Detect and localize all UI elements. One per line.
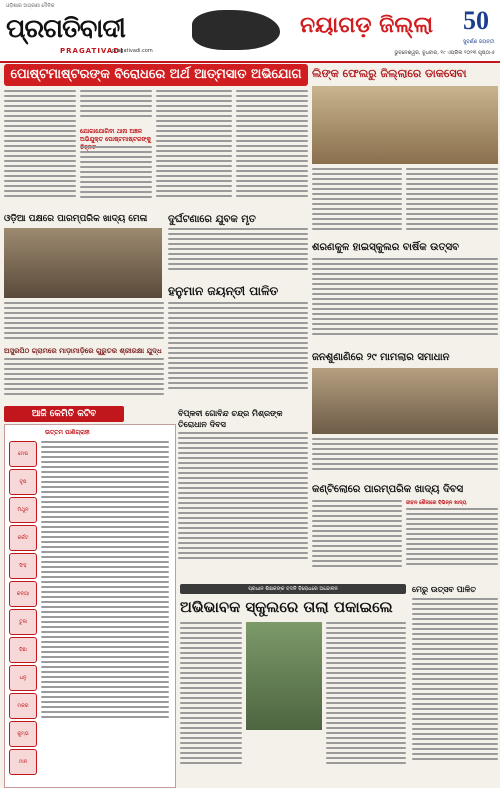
dateline: ଭୁବନେଶ୍ୱର, ବୁଧବାର, ୧୯ ଏପ୍ରିଲ ୨୦୨୩ ପୃଷ୍ଠା-୫ <box>394 50 495 56</box>
headline-school-annual[interactable]: ଶରଣକୁଳ ହାଇସ୍କୁଲର ବାର୍ଷିକ ଉତ୍ସବ <box>312 242 459 253</box>
school-annual-text <box>312 258 498 350</box>
sign-pisces-icon: ମୀନ <box>9 749 37 775</box>
sign-cancer-icon: କର୍କଟ <box>9 525 37 551</box>
lead-headline[interactable]: ପୋଷ୍ଟମାଷ୍ଟରଙ୍କ ବିରୋଧରେ ଅର୍ଥ ଆତ୍ମସାତ ଅଭିଯୋଗ <box>4 64 308 86</box>
inline-headline-2: ଅଭିଯୁକ୍ତ ପୋଷ୍ଟମାଷ୍ଟରଙ୍କୁ <box>80 136 151 143</box>
lead-col-2b <box>80 146 152 208</box>
inline-headline-1: ଯୋଗାଯୋଗିବା ଥାନା ଅଞ୍ଚଳ <box>80 128 143 135</box>
food-day-text-2 <box>406 508 498 576</box>
lead-col-3 <box>156 90 232 208</box>
sign-leo-icon: ସିଂହ <box>9 553 37 579</box>
freedom-fighter-text <box>178 432 308 576</box>
hanuman-text <box>168 302 308 402</box>
sign-gemini-icon: ମିଥୁନ <box>9 497 37 523</box>
sign-capricorn-icon: ମକର <box>9 693 37 719</box>
district-map-icon <box>192 10 280 50</box>
accident-text <box>168 228 308 278</box>
headline-food-fair[interactable]: ଓଡ଼ିଆ ପକ୍ଷରେ ପାରମ୍ପରିକ ଖାଦ୍ୟ ମେଳା <box>4 214 148 224</box>
headline-meru-festival[interactable]: ମେରୁ ଉତ୍ସବ ପାଳିତ <box>412 584 476 594</box>
horoscope-text <box>41 441 169 781</box>
school-lock-kicker: ପ୍ରଧାନ ଶିକ୍ଷକଙ୍କ ବଦଳି ବିରୋଧରେ ଅନ୍ଦୋଳନ <box>180 584 406 594</box>
post-office-photo[interactable] <box>312 86 498 164</box>
school-lock-text-2 <box>326 622 406 782</box>
horoscope-subtitle: ଉତ୍ତମ ପାଣିଗ୍ରାହୀ <box>45 429 90 436</box>
anniversary-sub: ସୁବର୍ଣ୍ଣ ଜୟନ୍ତୀ <box>463 39 495 45</box>
sign-sagittarius-icon: ଧନୁ <box>9 665 37 691</box>
horoscope-box <box>4 424 176 788</box>
masthead-tagline: ଓଡ଼ିଶାର ଅଗ୍ରଣୀ ଦୈନିକ <box>6 3 55 9</box>
masthead-rule <box>0 61 500 63</box>
headline-hanuman-jayanti[interactable]: ହନୁମାନ ଜୟନ୍ତୀ ପାଳିତ <box>168 284 279 298</box>
anniversary-logo: 50 <box>463 6 489 35</box>
website-link[interactable]: pragativadi.com <box>112 48 153 54</box>
lead-col-2 <box>80 90 152 126</box>
clash-text <box>4 358 164 402</box>
right-col-2 <box>406 168 498 238</box>
newspaper-logo[interactable]: ପ୍ରଗତିବାଦୀ <box>6 14 125 44</box>
food-day-text-1 <box>312 500 402 576</box>
newspaper-logo-en: PRAGATIVADI <box>60 47 124 55</box>
horoscope-title: ଆଜି କେମିତି କଟିବ <box>4 406 124 422</box>
headline-school-lock[interactable]: ଅଭିଭାବକ ସ୍କୁଲରେ ତାଲା ପକାଇଲେ <box>180 598 393 616</box>
food-fair-text <box>4 302 164 344</box>
sign-aquarius-icon: କୁମ୍ଭ <box>9 721 37 747</box>
district-title: ନୟାଗଡ଼ ଜିଲ୍ଲା <box>300 12 434 38</box>
lead-col-1 <box>4 90 76 208</box>
sign-libra-icon: ତୁଳା <box>9 609 37 635</box>
headline-freedom-fighter[interactable]: ବିପ୍ଳବୀ ଗୋବିନ୍ଦ ଚନ୍ଦ୍ର ମିଶ୍ରଙ୍କ ତିରୋଧାନ ଦିବସ <box>178 408 283 429</box>
headline-traditional-food-day[interactable]: କଣ୍ଟିଲୋରେ ପାରମ୍ପରିକ ଖାଦ୍ୟ ଦିବସ <box>312 484 464 495</box>
public-hearing-text <box>312 438 498 478</box>
sign-scorpio-icon: ବିଛା <box>9 637 37 663</box>
meru-text <box>412 598 498 782</box>
right-headline[interactable]: ଲିଙ୍କ ଫେଲରୁ ଜିଲ୍ଲାରେ ଡାକସେବା <box>312 67 467 80</box>
headline-public-hearing[interactable]: ଜନଶୁଣାଣିରେ ୨୯ ମାମଲାର ସମାଧାନ <box>312 352 450 363</box>
sign-taurus-icon: ବୃଷ <box>9 469 37 495</box>
sign-virgo-icon: କନ୍ୟା <box>9 581 37 607</box>
lead-col-4 <box>236 90 308 208</box>
school-lock-text-1 <box>180 622 242 782</box>
right-col-1 <box>312 168 402 238</box>
headline-clash[interactable]: ଅସୁରପିଠ ଗ୍ରାମରେ ମାଡ଼ାମାଡ଼ିରେ ଗୁରୁତର ଶ୍ରୀରକ୍ଷା ଯୁଦ୍ଧ <box>4 346 162 355</box>
headline-accident[interactable]: ଦୁର୍ଘଟଣାରେ ଯୁବକ ମୃତ <box>168 214 256 225</box>
school-lock-photo[interactable] <box>246 622 322 730</box>
food-day-subhead: ଜୀବନ ଶୈଳୀରେ ବିଭିନ୍ନ ଖାଦ୍ୟ <box>406 500 467 506</box>
sign-aries-icon: ମେଷ <box>9 441 37 467</box>
food-fair-photo[interactable] <box>4 228 162 298</box>
public-hearing-photo[interactable] <box>312 368 498 434</box>
